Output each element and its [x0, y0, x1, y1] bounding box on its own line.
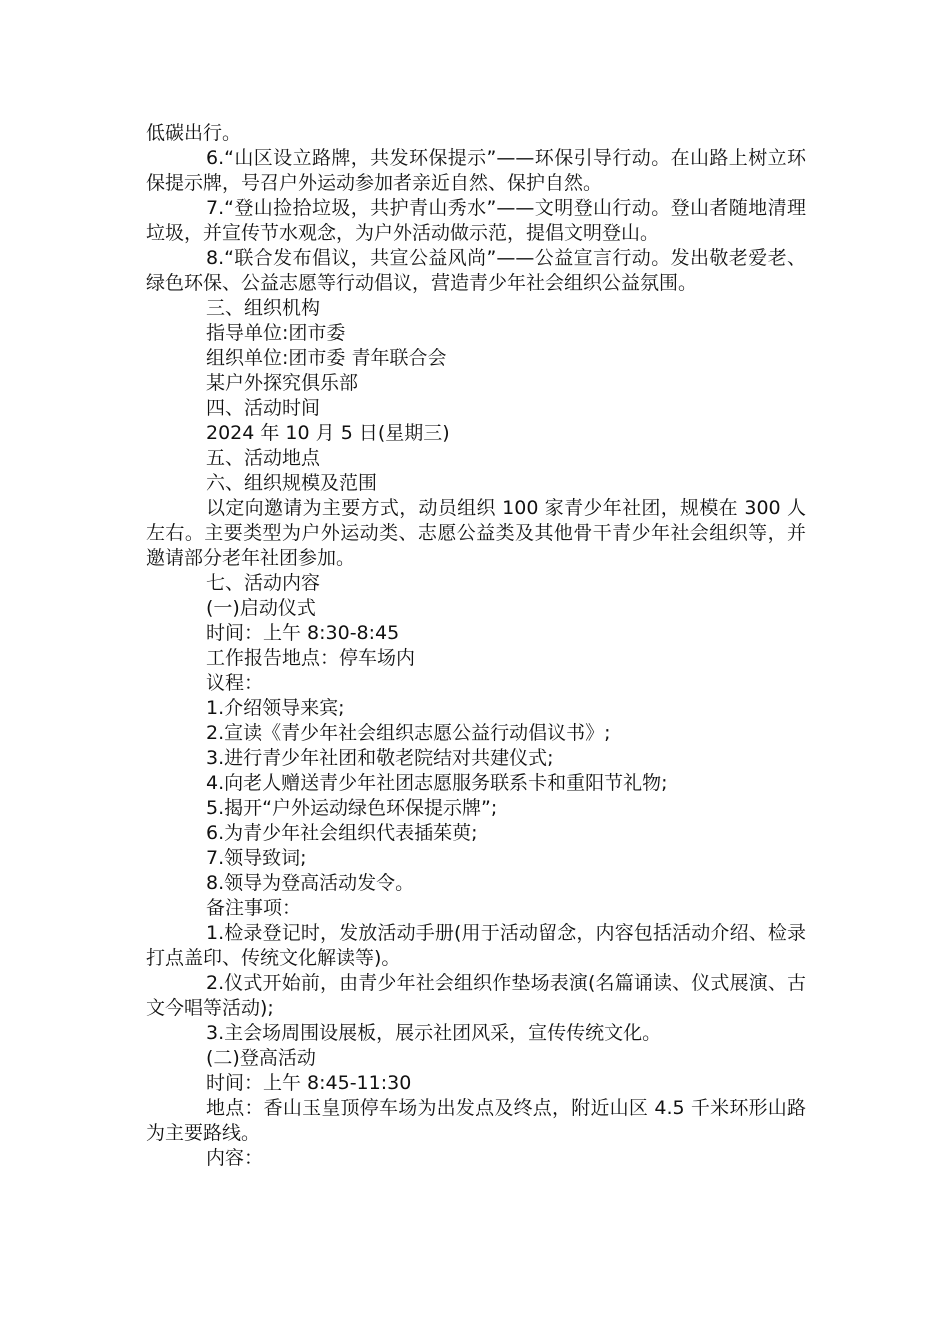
section-heading: 七、活动内容	[206, 572, 321, 594]
list-item: 7.领导致词;	[206, 847, 307, 869]
paragraph: 指导单位:团市委	[206, 322, 346, 344]
list-item: 8.领导为登高活动发令。	[206, 872, 415, 894]
paragraph: 6.“山区设立路牌，共发环保提示”——环保引导行动。在山路上树立环保提示牌，号召户外运动参加者亲近自然、保护自然。	[146, 147, 806, 194]
paragraph: 议程：	[206, 672, 264, 694]
paragraph: 2024 年 10 月 5 日(星期三)	[206, 422, 450, 444]
paragraph: 内容：	[206, 1147, 264, 1169]
paragraph: 备注事项：	[206, 897, 302, 919]
paragraph: 时间：上午 8:45-11:30	[206, 1072, 412, 1094]
section-heading: 六、组织规模及范围	[206, 472, 378, 494]
document-page	[146, 121, 806, 1171]
list-item: 3.进行青少年社团和敬老院结对共建仪式;	[206, 747, 554, 769]
paragraph: 8.“联合发布倡议，共宣公益风尚”——公益宣言行动。发出敬老爱老、绿色环保、公益志愿等行动倡议，营造青少年社会组织公益氛围。	[146, 247, 806, 294]
paragraph: 以定向邀请为主要方式，动员组织 100 家青少年社团，规模在 300 人左右。主要类型为户外运动类、志愿公益类及其他骨干青少年社会组织等，并邀请部分老年社团参加。	[146, 497, 806, 569]
section-heading: 四、活动时间	[206, 397, 321, 419]
paragraph: 时间：上午 8:30-8:45	[206, 622, 400, 644]
paragraph: 7.“登山捡拾垃圾，共护青山秀水”——文明登山行动。登山者随地清理垃圾，并宣传节水观念，为户外活动做示范，提倡文明登山。	[146, 197, 806, 244]
section-heading: 三、组织机构	[206, 297, 321, 319]
list-item: 1.介绍领导来宾;	[206, 697, 345, 719]
paragraph: 低碳出行。	[146, 122, 242, 144]
list-item: 5.揭开“户外运动绿色环保提示牌”;	[206, 797, 498, 819]
list-item: 1.检录登记时，发放活动手册(用于活动留念，内容包括活动介绍、检录打点盖印、传统文化解读等)。	[146, 922, 806, 969]
paragraph: 某户外探究俱乐部	[206, 372, 359, 394]
list-item: 2.仪式开始前，由青少年社会组织作垫场表演(名篇诵读、仪式展演、古文今唱等活动);	[146, 972, 806, 1019]
paragraph: 地点：香山玉皇顶停车场为出发点及终点，附近山区 4.5 千米环形山路为主要路线。	[146, 1097, 806, 1144]
list-item: 4.向老人赠送青少年社团志愿服务联系卡和重阳节礼物;	[206, 772, 668, 794]
list-item: 3.主会场周围设展板，展示社团风采，宣传传统文化。	[206, 1022, 662, 1044]
list-item: 2.宣读《青少年社会组织志愿公益行动倡议书》;	[206, 722, 611, 744]
subsection-heading: (一)启动仪式	[206, 597, 316, 619]
paragraph: 工作报告地点：停车场内	[206, 647, 416, 669]
paragraph: 组织单位:团市委 青年联合会	[206, 347, 447, 369]
section-heading: 五、活动地点	[206, 447, 321, 469]
list-item: 6.为青少年社会组织代表插茱萸;	[206, 822, 478, 844]
subsection-heading: (二)登高活动	[206, 1047, 316, 1069]
